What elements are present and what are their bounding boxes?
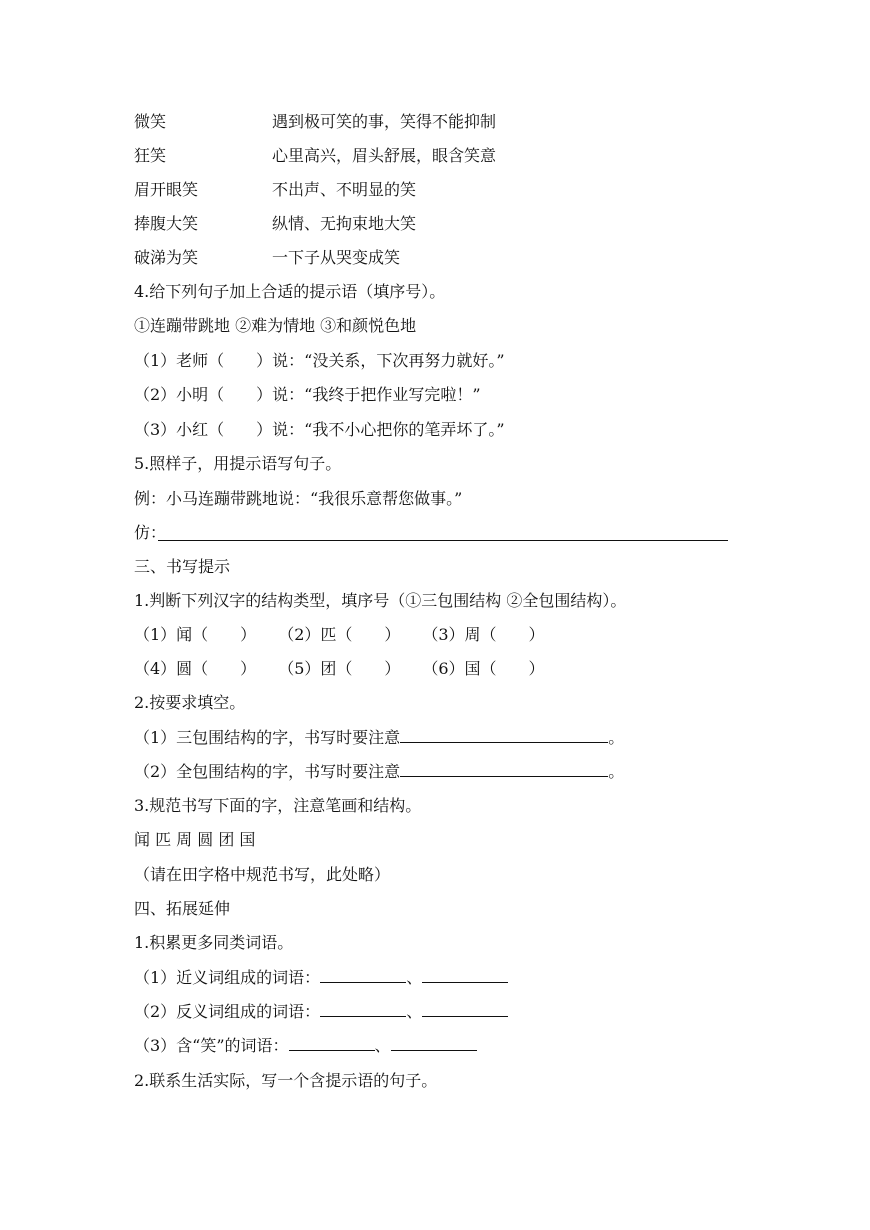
q4-item-1: （1）老师（ ）说：“没关系，下次再努力就好。” — [134, 351, 505, 370]
s3-q3-chars: 闻 匹 周 圆 团 国 — [134, 830, 256, 849]
q5-title: 5.照样子，用提示语写句子。 — [134, 454, 342, 473]
s3-q2-item-1: （1）三包围结构的字，书写时要注意 。 — [134, 728, 625, 747]
s3-q1-row-2 — [134, 659, 545, 679]
q4-item-3: （3）小红（ ）说：“我不小心把你的笔弄坏了。” — [134, 420, 505, 439]
s3-q2-blank-1[interactable] — [400, 728, 608, 743]
meaning-4: 纵情、无拘束地大笑 — [272, 214, 417, 233]
q5-example: 例：小马连蹦带跳地说：“我很乐意帮您做事。” — [134, 489, 463, 508]
s4-q2-title: 2.联系生活实际，写一个含提示语的句子。 — [134, 1071, 438, 1090]
s3-q2-item-2: （2）全包围结构的字，书写时要注意 。 — [134, 762, 625, 781]
term-5: 破涕为笑 — [134, 248, 199, 267]
s3-q3-note: （请在田字格中规范书写，此处略） — [134, 865, 391, 884]
s3-q3-title: 3.规范书写下面的字，注意笔画和结构。 — [134, 796, 422, 815]
s3-q1-title: 1.判断下列汉字的结构类型，填序号（①三包围结构 ②全包围结构）。 — [134, 591, 627, 610]
s4-q1-blank-2b[interactable] — [422, 1002, 508, 1017]
s4-q1-item-3: （3）含“笑”的词语： 、 — [134, 1036, 477, 1056]
s4-q1-blank-3b[interactable] — [391, 1036, 477, 1051]
s4-q1-blank-1b[interactable] — [422, 968, 508, 983]
s3-q2-blank-2[interactable] — [400, 762, 608, 777]
meaning-2: 心里高兴，眉头舒展，眼含笑意 — [272, 146, 497, 165]
meaning-5: 一下子从哭变成笑 — [272, 248, 401, 267]
q4-options: ①连蹦带跳地 ②难为情地 ③和颜悦色地 — [134, 316, 417, 335]
s3-q1-row-1 — [134, 625, 545, 645]
meaning-3: 不出声、不明显的笑 — [272, 180, 417, 199]
term-3: 眉开眼笑 — [134, 180, 199, 199]
s3-q2-title: 2.按要求填空。 — [134, 693, 246, 712]
s3-q1-item-5: （5）团（ ） — [278, 659, 401, 678]
s4-q1-item-1: （1）近义词组成的词语： 、 — [134, 968, 508, 988]
s4-q1-item-2: （2）反义词组成的词语： 、 — [134, 1002, 508, 1022]
q4-title: 4.给下列句子加上合适的提示语（填序号）。 — [134, 282, 446, 301]
section4-heading: 四、拓展延伸 — [134, 899, 231, 918]
term-4: 捧腹大笑 — [134, 214, 199, 233]
s4-q1-title: 1.积累更多同类词语。 — [134, 933, 294, 952]
s3-q1-item-4: （4）圆（ ） — [134, 659, 257, 678]
s4-q1-blank-3a[interactable] — [289, 1036, 375, 1051]
s3-q1-item-2: （2）匹（ ） — [278, 625, 401, 644]
q5-answer-line[interactable] — [158, 540, 728, 541]
q5-imitate-label: 仿： — [134, 523, 167, 542]
term-1: 微笑 — [134, 112, 167, 131]
s3-q1-item-3: （3）周（ ） — [422, 625, 545, 644]
meaning-1: 遇到极可笑的事，笑得不能抑制 — [272, 112, 497, 131]
section3-heading: 三、书写提示 — [134, 557, 231, 576]
s4-q1-blank-2a[interactable] — [320, 1002, 406, 1017]
term-2: 狂笑 — [134, 146, 167, 165]
s3-q1-item-1: （1）闻（ ） — [134, 625, 257, 644]
q4-item-2: （2）小明（ ）说：“我终于把作业写完啦！” — [134, 385, 481, 404]
s4-q1-blank-1a[interactable] — [320, 968, 406, 983]
s3-q1-item-6: （6）国（ ） — [422, 659, 545, 678]
